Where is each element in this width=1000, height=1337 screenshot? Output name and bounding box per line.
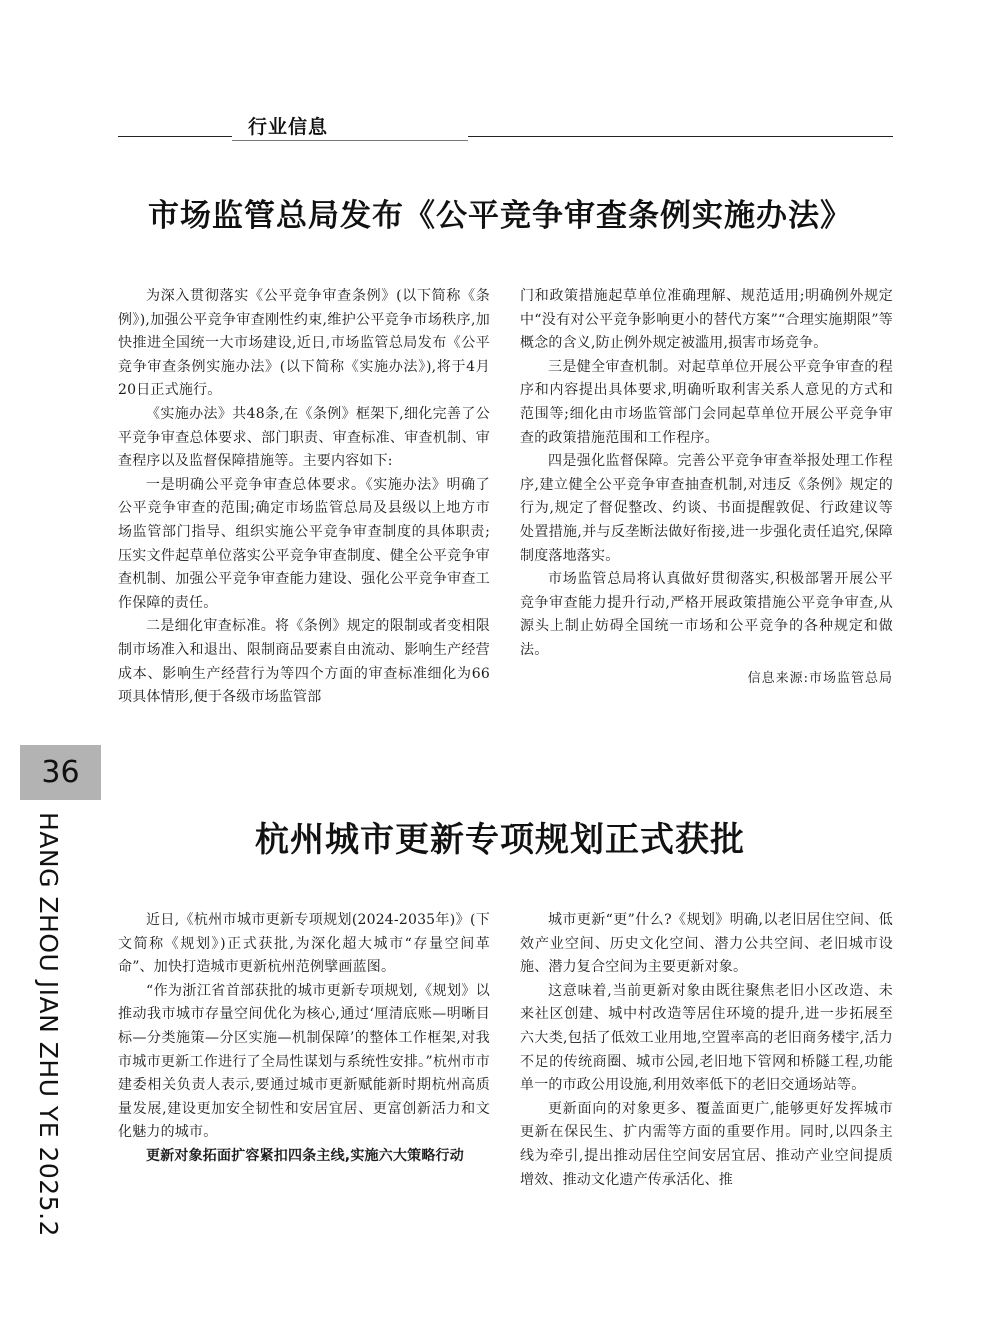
header-tab-underline (232, 140, 468, 141)
section-header-label: 行业信息 (248, 116, 329, 138)
article2-paragraph: 这意味着,当前更新对象由既往聚焦老旧小区改造、未来社区创建、城中村改造等居住环境的提升,进一步拓展至六大类,包括了低效工业用地,空置率高的老旧商务楼宇,活力不足的传统商圈、城市公园,老旧地下管网和桥隧工程,功能单一的市政公用设施,利用效率低下的老旧交通场站等。 (520, 982, 893, 1094)
section-header (118, 112, 893, 142)
article1-paragraph: 三是健全审查机制。对起草单位开展公平竞争审查的程序和内容提出具体要求,明确听取利害关系人意见的方式和范围等;细化由市场监管部门会同起草单位开展公平竞争审查的政策措施范围和工作程序。 (520, 358, 893, 446)
header-rule-right (468, 136, 893, 137)
article1-paragraph: 《实施办法》共48条,在《条例》框架下,细化完善了公平竞争审查总体要求、部门职责、审查标准、审查机制、审查程序以及监督保障措施等。主要内容如下: (118, 405, 490, 470)
article2-right-column (520, 909, 893, 1192)
page-number: 36 (41, 755, 80, 790)
article1-left-column (118, 285, 490, 710)
article2-paragraph: 城市更新“更”什么?《规划》明确,以老旧居住空间、低效产业空间、历史文化空间、潜力公共空间、老旧城市设施、潜力复合空间为主要更新对象。 (520, 912, 893, 976)
article1-paragraph-continued: 门和政策措施起草单位准确理解、规范适用;明确例外规定中“没有对公平竞争影响更小的替代方案”“合理实施期限”等概念的含义,防止例外规定被滥用,损害市场竞争。 (520, 288, 893, 352)
article2-left-column (118, 909, 490, 1169)
article1-paragraph: 二是细化审查标准。将《条例》规定的限制或者变相限制市场准入和退出、限制商品要素自由流动、影响生产经营成本、影响生产经营行为等四个方面的审查标准细化为66项具体情形,便于各级市场监管部 (118, 618, 490, 706)
article1-paragraph: 四是强化监督保障。完善公平竞争审查举报处理工作程序,建立健全公平竞争审查抽查机制,对违反《条例》规定的行为,规定了督促整改、约谈、书面提醒敦促、行政建议等处置措施,并与反垄断法做好衔接,进一步强化责任追究,保障制度落地落实。 (520, 453, 893, 564)
article2-subheading: 更新对象拓面扩容紧扣四条主线,实施六大策略行动 (146, 1147, 464, 1164)
article1-paragraph: 市场监管总局将认真做好贯彻落实,积极部署开展公平竞争审查能力提升行动,严格开展政策措施公平竞争审查,从源头上制止妨碍全国统一市场和公平竞争的各种规定和做法。 (520, 571, 893, 658)
page-number-box (20, 745, 101, 800)
article1-paragraph: 一是明确公平竞争审查总体要求。《实施办法》明确了公平竞争审查的范围;确定市场监管总局及县级以上地方市场监管部门指导、组织实施公平竞争审查制度的具体职责;压实文件起草单位落实公平竞争审查制度、健全公平竞争审查机制、加强公平竞争审查能力建设、强化公平竞争审查工作保障的责任。 (118, 476, 490, 611)
article2-paragraph: 更新面向的对象更多、覆盖面更广,能够更好发挥城市更新在保民生、扩内需等方面的重要作用。同时,以四条主线为牵引,提出推动居住空间安居宜居、推动产业空间提质增效、推动文化遗产传承活化、推 (520, 1100, 893, 1188)
article2-paragraph: “作为浙江省首部获批的城市更新专项规划,《规划》以推动我市城市存量空间优化为核心,通过‘厘清底账—明晰目标—分类施策—分区实施—机制保障’的整体工作框架,对我市城市更新工作进行了全局性谋划与系统性安排。”杭州市市建委相关负责人表示,要通过城市更新赋能新时期杭州高质量发展,建设更加安全韧性和安居宜居、更富创新活力和文化魅力的城市。 (118, 982, 490, 1141)
article2-paragraph: 近日,《杭州市城市更新专项规划(2024-2035年)》(下文简称《规划》)正式获批,为深化超大城市“存量空间革命”、加快打造城市更新杭州范例擘画蓝图。 (118, 912, 490, 976)
article1-title: 市场监管总局发布《公平竞争审查条例实施办法》 (148, 198, 852, 234)
header-rule-left (118, 136, 232, 137)
journal-vertical-label: HANG ZHOU JIAN ZHU YE 2025.2 (34, 812, 63, 1237)
article1-source: 信息来源:市场监管总局 (747, 670, 893, 686)
article1-right-column (520, 285, 893, 690)
article2-title: 杭州城市更新专项规划正式获批 (255, 820, 745, 860)
article1-paragraph: 为深入贯彻落实《公平竞争审查条例》(以下简称《条例》),加强公平竞争审查刚性约束,维护公平竞争市场秩序,加快推进全国统一大市场建设,近日,市场监管总局发布《公平竞争审查条例实施办法》(以下简称《实施办法》),将于4月20日正式施行。 (118, 288, 490, 399)
